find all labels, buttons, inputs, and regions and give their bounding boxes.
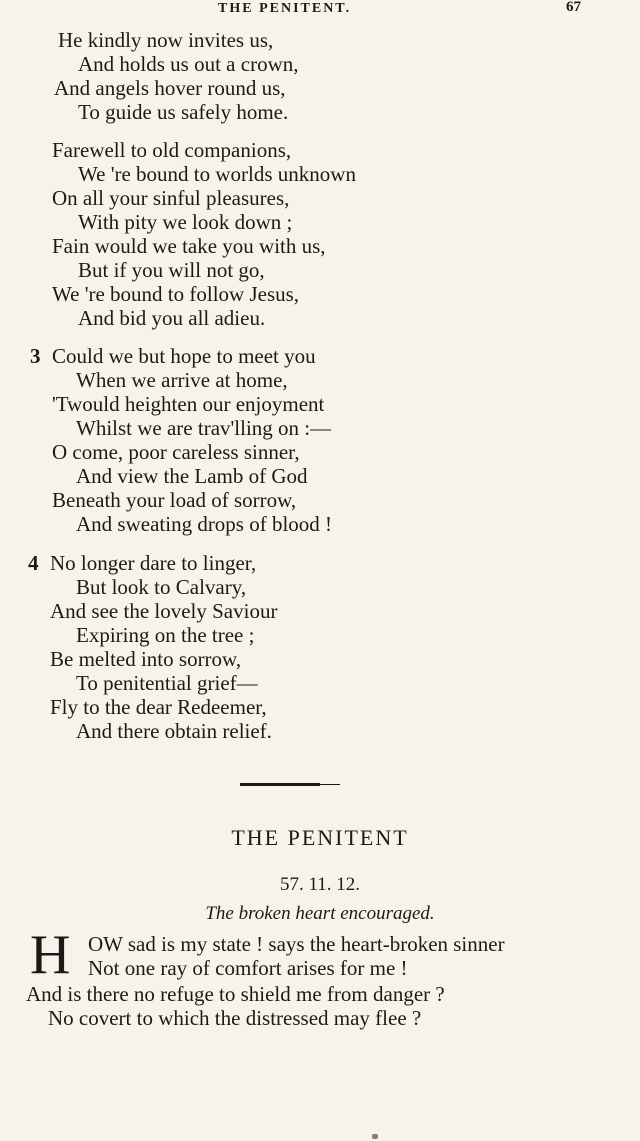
verse-line: And there obtain relief.: [76, 719, 272, 743]
stanza-number: 4: [28, 551, 39, 575]
verse-line: Fain would we take you with us,: [52, 234, 326, 258]
running-head: [0, 0, 640, 22]
verse-line: On all your sinful pleasures,: [52, 186, 290, 210]
verse-line: He kindly now invites us,: [58, 28, 274, 52]
section-divider: [240, 783, 320, 786]
verse-line: But if you will not go,: [78, 258, 265, 282]
verse-line: Expiring on the tree ;: [76, 623, 255, 647]
verse-line: And is there no refuge to shield me from danger ?: [26, 982, 445, 1006]
hymn-title: THE PENITENT: [231, 825, 409, 850]
verse-line: OW sad is my state ! says the heart-broken sinner: [88, 932, 505, 956]
verse-line: O come, poor careless sinner,: [52, 440, 300, 464]
verse-line: And see the lovely Saviour: [50, 599, 278, 623]
running-title: THE PENITENT.: [218, 1, 352, 16]
scan-speck: [372, 1134, 378, 1139]
verse-line: To penitential grief—: [76, 671, 258, 695]
verse-line: Be melted into sorrow,: [50, 647, 242, 671]
verse-line: And view the Lamb of God: [76, 464, 308, 488]
drop-cap: H: [30, 924, 71, 986]
verse-line: With pity we look down ;: [78, 210, 293, 234]
verse-line: But look to Calvary,: [76, 575, 247, 599]
verse-line: To guide us safely home.: [78, 100, 289, 124]
verse-line: And holds us out a crown,: [78, 52, 299, 76]
verse-line: Fly to the dear Redeemer,: [50, 695, 267, 719]
page-number: 67: [566, 0, 581, 15]
verse-line: Beneath your load of sorrow,: [52, 488, 297, 512]
hymn-meter: 57. 11. 12.: [279, 874, 361, 895]
hymn-subtitle: The broken heart encouraged.: [205, 903, 435, 924]
verse-line: And sweating drops of blood !: [76, 512, 333, 536]
verse-line: And bid you all adieu.: [78, 306, 266, 330]
verse-line: When we arrive at home,: [76, 368, 288, 392]
verse-line: No covert to which the distressed may flee ?: [48, 1006, 422, 1030]
verse-line: 'Twould heighten our enjoyment: [52, 392, 325, 416]
verse-line: Farewell to old companions,: [52, 138, 292, 162]
stanza-number: 3: [30, 344, 41, 368]
verse-line: We 're bound to worlds unknown: [78, 162, 356, 186]
verse-line: And angels hover round us,: [54, 76, 286, 100]
verse-line: We 're bound to follow Jesus,: [52, 282, 300, 306]
verse-line: Not one ray of comfort arises for me !: [88, 956, 408, 980]
verse-line: Whilst we are trav'lling on :—: [76, 416, 332, 440]
verse-line: Could we but hope to meet you: [52, 344, 316, 368]
verse-line: No longer dare to linger,: [50, 551, 257, 575]
